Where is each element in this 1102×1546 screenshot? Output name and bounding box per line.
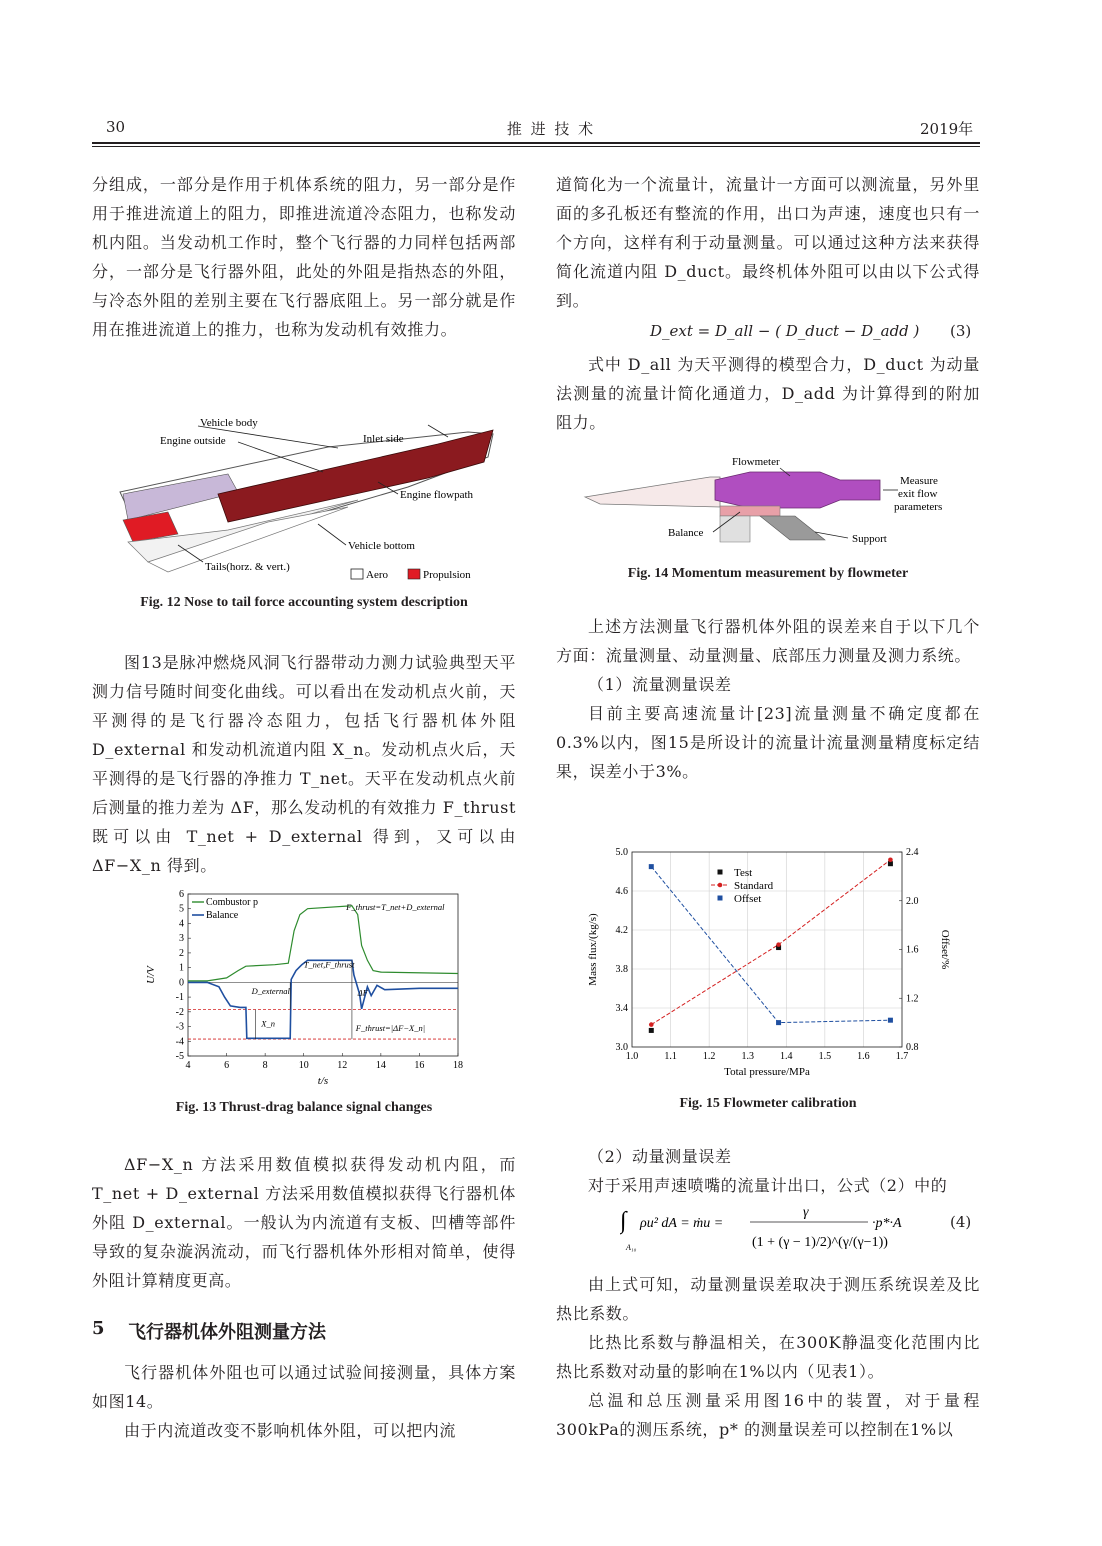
annot-dext: D_external <box>251 986 290 997</box>
y-tick-label: -1 <box>175 992 184 1004</box>
label-vehicle-body: Vehicle body <box>200 417 258 429</box>
y2-axis-label: Offset/% <box>939 929 951 970</box>
y-tick-label: 6 <box>179 889 184 900</box>
y2-tick-label: 2.0 <box>906 895 919 907</box>
vehicle-nose <box>585 477 720 507</box>
y-tick-label: 3.4 <box>615 1003 628 1014</box>
journal-title: 推 进 技 术 <box>506 120 596 138</box>
legend-test-marker <box>718 870 723 875</box>
fig14-caption: Fig. 14 Momentum measurement by flowmeter <box>627 566 909 581</box>
section-5-number: 5 <box>92 1318 105 1339</box>
header-rule <box>92 142 980 144</box>
x-tick-label: 14 <box>375 1060 386 1071</box>
equation-4-svg <box>620 1200 950 1264</box>
legend-standard: Standard <box>734 880 774 892</box>
y-tick-label: 4.2 <box>615 925 628 936</box>
x-tick-label: 16 <box>414 1060 425 1071</box>
label-engine-outside: Engine outside <box>160 435 226 447</box>
y-tick-label: 4.6 <box>615 886 628 897</box>
left-para-4: 飞行器机体外阻也可以通过试验间接测量，具体方案如图14。 由于内流道改变不影响机体外阻，可以把内流 <box>92 1363 516 1440</box>
y-tick-label: -4 <box>175 1036 184 1048</box>
label-parameters: parameters <box>894 501 943 513</box>
figure-15 <box>582 842 962 1087</box>
y-tick-label: 0 <box>179 977 184 989</box>
x-tick-label: 1.0 <box>625 1051 639 1062</box>
x-tick-label: 12 <box>337 1060 348 1071</box>
y-axis-label: U/V <box>145 966 157 984</box>
test-point <box>649 1028 654 1033</box>
y-tick-label: 5 <box>179 903 184 915</box>
y2-tick-label: 2.4 <box>906 847 919 858</box>
fig13-chart <box>140 888 470 1088</box>
fig15-caption: Fig. 15 Flowmeter calibration <box>679 1096 857 1111</box>
eq4-rhs: ·p*·A <box>872 1216 902 1231</box>
annot-tnet: T_net,F_thrust <box>303 959 355 970</box>
y2-tick-label: 1.6 <box>906 944 919 956</box>
label-measure: Measure <box>900 475 938 487</box>
legend-aero-swatch <box>351 569 363 579</box>
x-tick-label: 1.1 <box>664 1051 677 1062</box>
fig12-caption: Fig. 12 Nose to tail force accounting system description <box>140 595 468 610</box>
annot-fthrust-2: F_thrust=|ΔF−X_n| <box>355 1022 426 1033</box>
x-axis-label: t/s <box>317 1075 329 1087</box>
label-balance: Balance <box>668 527 704 539</box>
x-axis-label: Total pressure/MPa <box>724 1066 810 1078</box>
annot-deltaf: ΔF <box>357 987 368 998</box>
right-para-4: （2）动量测量误差 对于采用声速喷嘴的流量计出口，公式（2）中的 <box>588 1147 948 1195</box>
equation-3-number: (3) <box>950 322 972 340</box>
legend-combustor: Combustor p <box>206 897 258 908</box>
figure-14 <box>580 452 960 552</box>
label-exit-flow: exit flow <box>898 488 938 500</box>
x-tick-label: 1.5 <box>818 1051 832 1062</box>
figure-13 <box>140 888 470 1088</box>
left-para-2: 图13是脉冲燃烧风洞飞行器带动力测力试验典型天平测力信号随时间变化曲线。可以看出在发动机点火前，天平测得的是飞行器冷态阻力，包括飞行器机体外阻 D_external 和发动机流道内阻 X_n。发动机点火后，天平测得的是飞行器的净推力 T_net。天平在发动机点火前后测量的推力差为 ΔF，那么发动机的有效推力 F_thrust 既可以由 T_net + D_external 得到，又可以由 ΔF−X_n 得到。 <box>92 653 516 875</box>
legend-balance: Balance <box>206 910 239 921</box>
fig14-diagram <box>580 452 960 552</box>
label-tails: Tails(horz. & vert.) <box>205 561 290 573</box>
y-tick-label: 5.0 <box>615 847 628 858</box>
fig12-diagram <box>108 412 498 592</box>
eq4-denominator: (1 + (γ − 1)/2)^(γ/(γ−1)) <box>752 1235 888 1250</box>
section-5-title: 飞行器机体外阻测量方法 <box>128 1322 326 1343</box>
right-para-3: 上述方法测量飞行器机体外阻的误差来自于以下几个方面：流量测量、动量测量、底部压力测量及测力系统。 （1）流量测量误差 目前主要高速流量计[23]流量测量不确定度都在0.3%以内，图15是所设计的流量计流量测量精度标定结果，误差小于3%。 <box>556 617 980 781</box>
fig13-caption: Fig. 13 Thrust-drag balance signal changes <box>175 1100 433 1115</box>
support-strut <box>760 516 825 540</box>
x-tick-label: 4 <box>185 1060 191 1071</box>
label-support: Support <box>852 533 887 545</box>
annot-xn: X_n <box>261 1018 275 1029</box>
legend-offset: Offset <box>734 893 762 905</box>
legend-aero: Aero <box>366 569 388 581</box>
left-para-1: 分组成，一部分是作用于机体系统的阻力，另一部分是作用于推进流道上的阻力，即推进流道冷态阻力，也称发动机内阻。当发动机工作时，整个飞行器的力同样包括两部分，一部分是飞行器外阻，此处的外阻是指热态的外阻，与冷态外阻的差别主要在飞行器底阻上。另一部分就是作用在推进流道上的推力，也称为发动机有效推力。 <box>92 175 516 339</box>
right-para-5: 由上式可知，动量测量误差取决于测压系统误差及比热比系数。 比热比系数与静温相关，在300K静温变化范围内比热比系数对动量的影响在1%以内（见表1）。 总温和总压测量采用图16中的装置，对于量程300kPa的测压系统，p* 的测量误差可以控制在1%以 <box>556 1275 980 1439</box>
year: 2019年 <box>920 120 974 138</box>
offset-point <box>888 1018 893 1023</box>
label-flowmeter: Flowmeter <box>732 456 780 468</box>
page-number: 30 <box>106 118 126 136</box>
legend-propulsion-swatch <box>408 569 420 579</box>
y-tick-label: -2 <box>175 1006 184 1018</box>
standard-point <box>888 858 893 863</box>
y-tick-label: 3 <box>179 933 184 945</box>
y2-tick-label: 1.2 <box>906 993 919 1005</box>
x-tick-label: 1.4 <box>780 1051 793 1062</box>
y-tick-label: -5 <box>175 1051 184 1062</box>
equation-4-number: (4) <box>950 1213 972 1231</box>
y-tick-label: -3 <box>175 1021 184 1033</box>
offset-point <box>776 1020 781 1025</box>
equation-4 <box>620 1200 950 1264</box>
eq4-limit: A₁₀ <box>626 1243 637 1252</box>
x-tick-label: 1.3 <box>741 1051 754 1062</box>
left-para-3: ΔF−X_n 方法采用数值模拟获得发动机内阻，而 T_net + D_external 方法采用数值模拟获得飞行器机体外阻 D_external。一般认为内流道有支板、凹槽等部件导致的复杂漩涡流动，而飞行器机体外形相对简单，使得外阻计算精度更高。 <box>92 1155 516 1290</box>
y-tick-label: 2 <box>179 947 184 959</box>
x-tick-label: 18 <box>453 1060 463 1071</box>
right-para-2: 式中 D_all 为天平测得的模型合力，D_duct 为动量法测量的流量计简化通道力，D_add 为计算得到的附加阻力。 <box>556 355 980 432</box>
x-tick-label: 6 <box>224 1060 230 1071</box>
figure-12 <box>108 412 498 592</box>
label-vehicle-bottom: Vehicle bottom <box>348 540 415 552</box>
y-tick-label: 3.8 <box>615 964 628 975</box>
y-axis-label: Mass flux/(kg/s) <box>587 913 599 986</box>
label-inlet-side: Inlet side <box>363 433 404 445</box>
legend-test: Test <box>734 867 753 879</box>
legend-standard-marker <box>718 883 723 888</box>
flowmeter-body <box>715 472 880 508</box>
y-tick-label: 3.0 <box>615 1042 628 1053</box>
x-tick-label: 1.6 <box>857 1051 870 1062</box>
balance-block <box>720 506 780 516</box>
standard-point <box>776 942 781 947</box>
legend-offset-marker <box>718 896 723 901</box>
x-tick-label: 10 <box>298 1060 309 1071</box>
y-tick-label: 1 <box>179 962 184 974</box>
x-tick-label: 1.2 <box>702 1051 716 1062</box>
integral-sign: ∫ <box>620 1208 627 1234</box>
standard-point <box>649 1022 654 1027</box>
header-rule-thin <box>92 146 980 147</box>
right-para-1: 道简化为一个流量计，流量计一方面可以测流量，另外里面的多孔板还有整流的作用，出口为声速，速度也只有一个方向，这样有利于动量测量。可以通过这种方法来获得简化流道内阻 D_duct。最终机体外阻可以由以下公式得到。 <box>556 175 980 310</box>
offset-point <box>649 864 654 869</box>
x-tick-label: 1.7 <box>895 1051 909 1062</box>
x-tick-label: 8 <box>262 1060 268 1071</box>
annot-fthrust-1: F_thrust=T_net+D_external <box>346 902 445 912</box>
eq4-lhs: ρu² dA = ṁu = <box>640 1216 724 1231</box>
label-engine-flowpath: Engine flowpath <box>400 489 474 501</box>
legend-propulsion: Propulsion <box>423 569 471 581</box>
fig15-chart <box>582 842 962 1087</box>
y-tick-label: 4 <box>179 918 184 930</box>
equation-3: D_ext = D_all − ( D_duct − D_add ) <box>650 322 920 340</box>
eq4-gamma: γ <box>803 1205 809 1220</box>
y2-tick-label: 0.8 <box>906 1042 919 1053</box>
